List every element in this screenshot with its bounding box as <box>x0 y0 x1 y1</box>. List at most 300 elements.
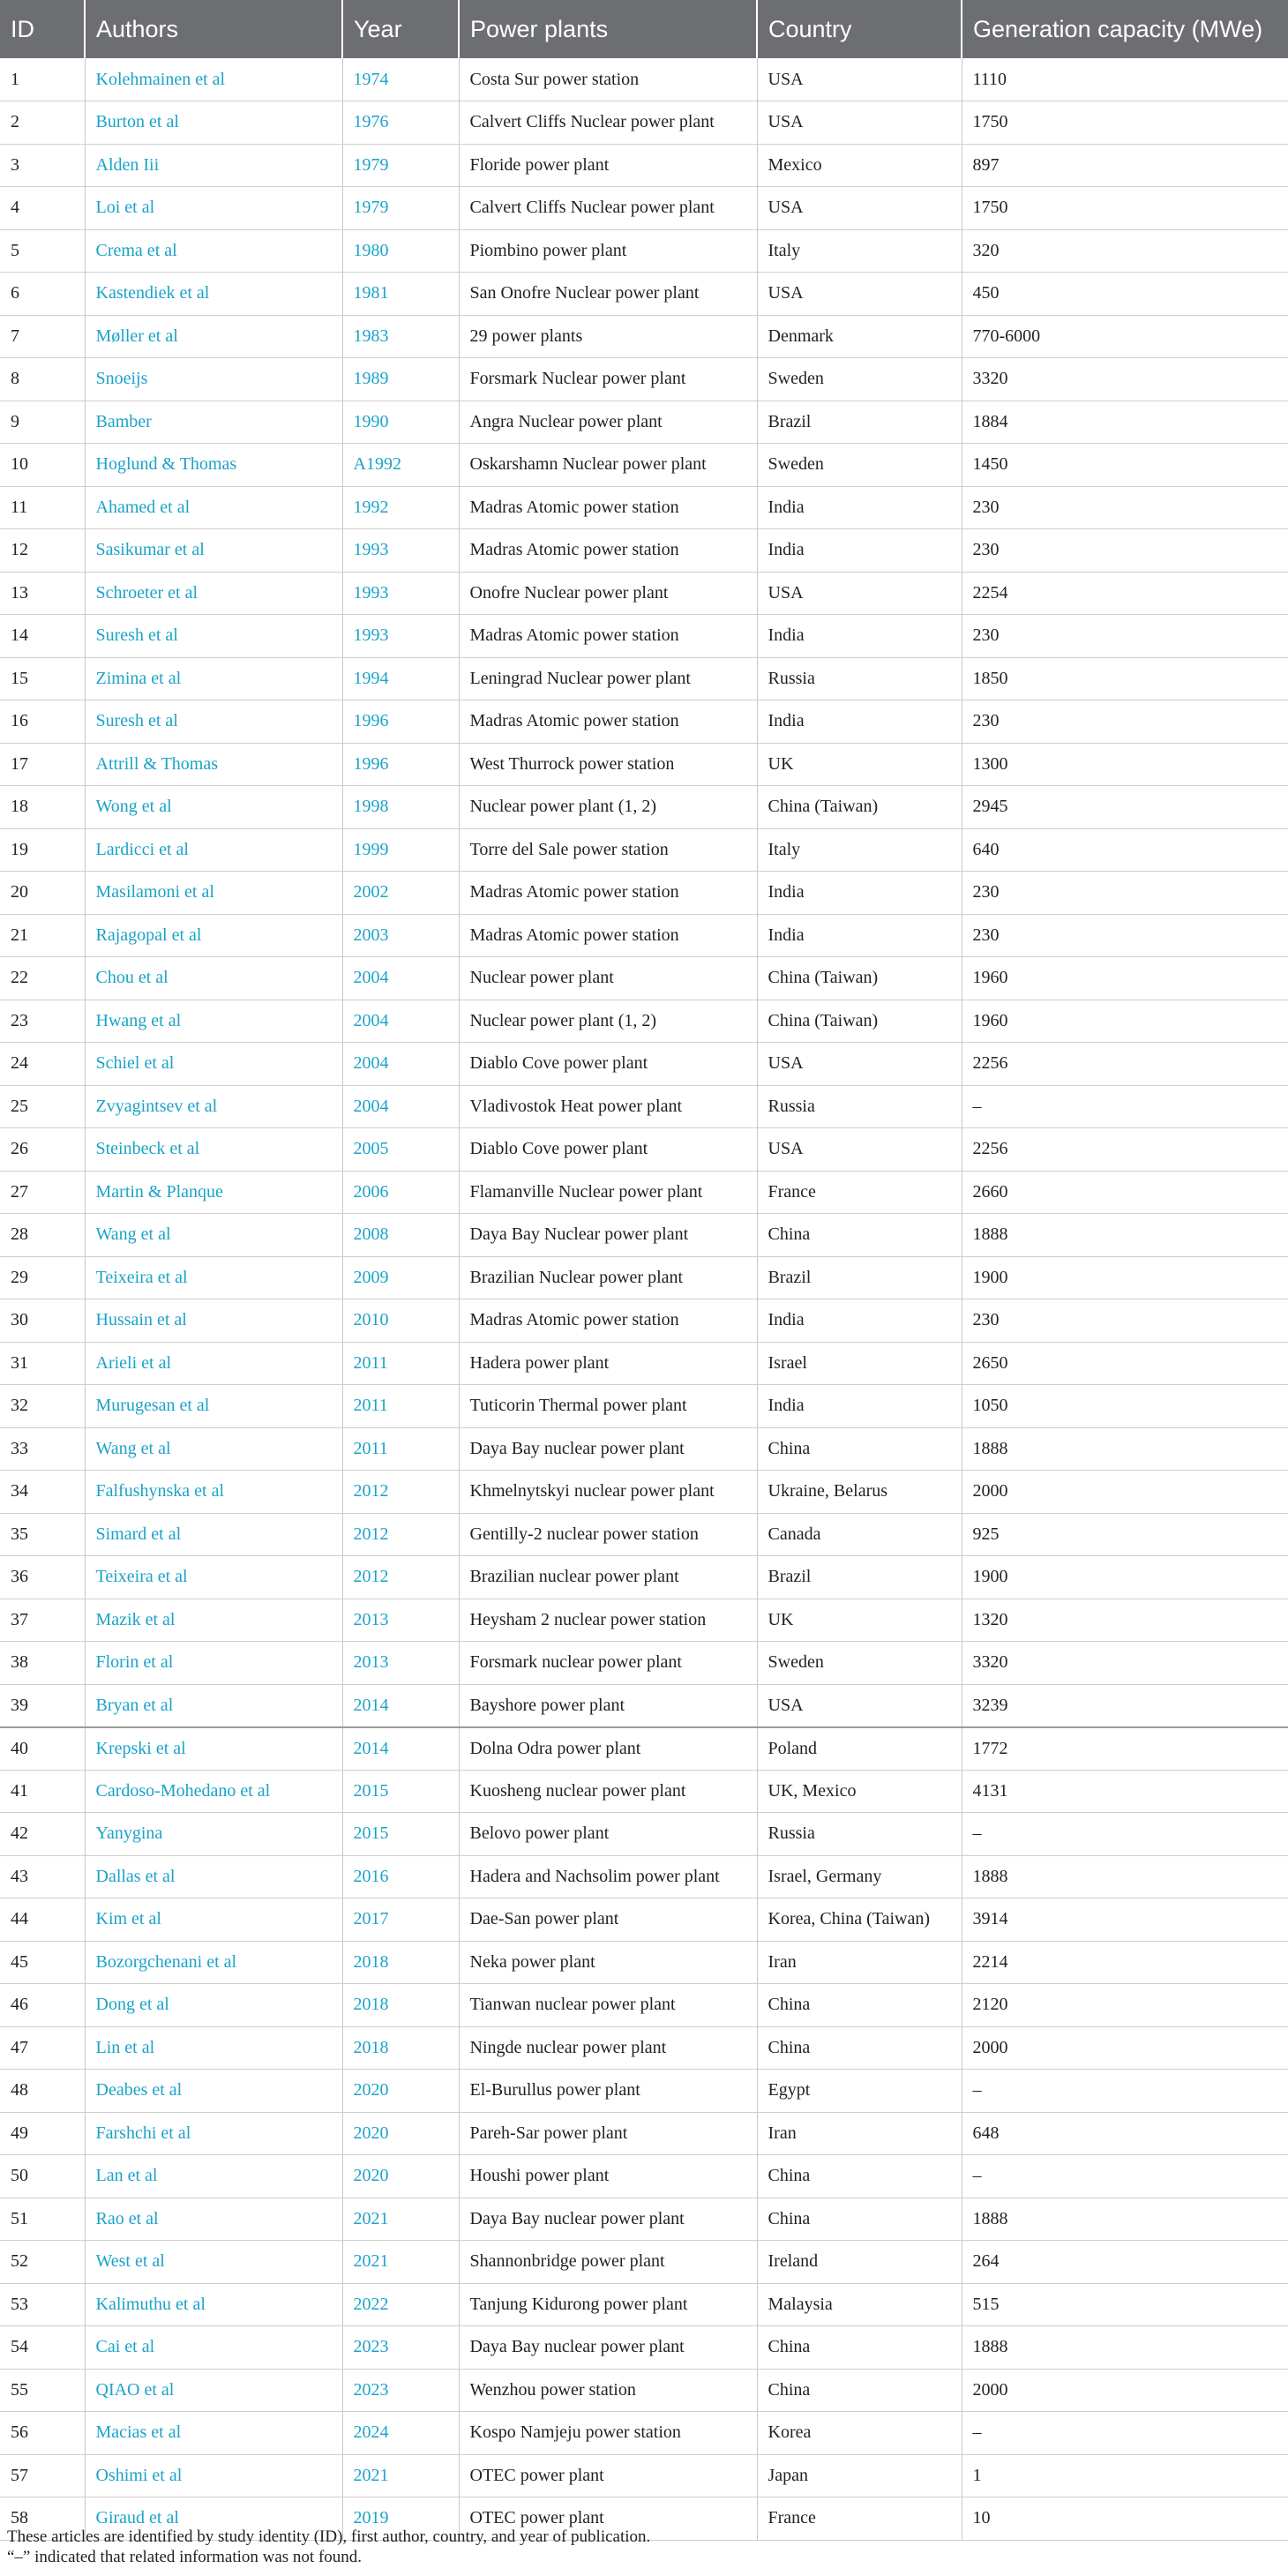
cell-id: 8 <box>0 358 85 401</box>
cell-country: Ireland <box>757 2241 962 2284</box>
table-row <box>0 1299 1288 1343</box>
table-row <box>0 2198 1288 2241</box>
footnote: These articles are identified by study identity (ID), first author, country, and year of publication. <box>7 2527 651 2546</box>
cell-power-plant: Tanjung Kidurong power plant <box>459 2283 757 2326</box>
table-row <box>0 828 1288 872</box>
cell-year[interactable]: 1996 <box>342 743 459 786</box>
cell-authors[interactable]: Alden Iii <box>85 144 342 187</box>
table-row <box>0 1471 1288 1514</box>
cell-power-plant: Gentilly-2 nuclear power station <box>459 1513 757 1556</box>
cell-authors[interactable]: Dallas et al <box>85 1855 342 1898</box>
table-row <box>0 486 1288 529</box>
cell-country: China (Taiwan) <box>757 957 962 1000</box>
cell-year[interactable]: 1983 <box>342 315 459 358</box>
cell-country: Brazil <box>757 401 962 444</box>
cell-authors[interactable]: West et al <box>85 2241 342 2284</box>
cell-year[interactable]: 2021 <box>342 2198 459 2241</box>
cell-country: China <box>757 2369 962 2412</box>
cell-authors[interactable]: Teixeira et al <box>85 1256 342 1299</box>
cell-id: 32 <box>0 1385 85 1428</box>
cell-id: 13 <box>0 572 85 615</box>
cell-id: 16 <box>0 700 85 744</box>
cell-power-plant: Bayshore power plant <box>459 1684 757 1727</box>
cell-capacity: – <box>962 2412 1288 2455</box>
cell-year[interactable]: 2003 <box>342 914 459 957</box>
cell-authors[interactable]: QIAO et al <box>85 2369 342 2412</box>
cell-year[interactable]: 2024 <box>342 2412 459 2455</box>
cell-authors[interactable]: Bozorgchenani et al <box>85 1941 342 1984</box>
cell-country: Poland <box>757 1727 962 1771</box>
cell-authors[interactable]: Teixeira et al <box>85 1556 342 1599</box>
cell-id: 39 <box>0 1684 85 1727</box>
table-row <box>0 1813 1288 1856</box>
cell-authors[interactable]: Rajagopal et al <box>85 914 342 957</box>
cell-year[interactable]: 2012 <box>342 1513 459 1556</box>
table-row <box>0 872 1288 915</box>
cell-power-plant: Angra Nuclear power plant <box>459 401 757 444</box>
cell-authors[interactable]: Giraud et al <box>85 2497 342 2541</box>
cell-country: India <box>757 1299 962 1343</box>
cell-capacity: 1050 <box>962 1385 1288 1428</box>
cell-year[interactable]: 2012 <box>342 1556 459 1599</box>
cell-authors[interactable]: Arieli et al <box>85 1342 342 1385</box>
cell-year[interactable]: 2020 <box>342 2155 459 2198</box>
cell-country: Brazil <box>757 1256 962 1299</box>
cell-country: USA <box>757 187 962 230</box>
cell-power-plant: Leningrad Nuclear power plant <box>459 657 757 700</box>
cell-id: 24 <box>0 1043 85 1086</box>
table-row <box>0 1043 1288 1086</box>
cell-power-plant: Wenzhou power station <box>459 2369 757 2412</box>
cell-capacity: 230 <box>962 1299 1288 1343</box>
cell-year[interactable]: 2009 <box>342 1256 459 1299</box>
cell-authors[interactable]: Bamber <box>85 401 342 444</box>
cell-year[interactable]: 1999 <box>342 828 459 872</box>
cell-id: 50 <box>0 2155 85 2198</box>
cell-capacity: 1 <box>962 2454 1288 2497</box>
table-row <box>0 2283 1288 2326</box>
cell-authors[interactable]: Cai et al <box>85 2326 342 2370</box>
cell-year[interactable]: 2016 <box>342 1855 459 1898</box>
cell-power-plant: Hadera and Nachsolim power plant <box>459 1855 757 1898</box>
cell-authors[interactable]: Simard et al <box>85 1513 342 1556</box>
table-header <box>0 0 1288 58</box>
cell-year[interactable]: 2019 <box>342 2497 459 2541</box>
cell-power-plant: San Onofre Nuclear power plant <box>459 273 757 316</box>
cell-capacity: 1450 <box>962 444 1288 487</box>
cell-year[interactable]: 1992 <box>342 486 459 529</box>
cell-authors[interactable]: Yanygina <box>85 1813 342 1856</box>
table-row <box>0 957 1288 1000</box>
cell-authors[interactable]: Rao et al <box>85 2198 342 2241</box>
table-row <box>0 2026 1288 2070</box>
cell-year[interactable]: 1990 <box>342 401 459 444</box>
cell-id: 48 <box>0 2070 85 2113</box>
cell-year[interactable]: 2011 <box>342 1385 459 1428</box>
cell-year[interactable]: 1998 <box>342 786 459 829</box>
table-row <box>0 529 1288 573</box>
cell-power-plant: Khmelnytskyi nuclear power plant <box>459 1471 757 1514</box>
cell-authors[interactable]: Schiel et al <box>85 1043 342 1086</box>
cell-authors[interactable]: Møller et al <box>85 315 342 358</box>
cell-authors[interactable]: Steinbeck et al <box>85 1128 342 1172</box>
cell-country: Canada <box>757 1513 962 1556</box>
table-row <box>0 1171 1288 1214</box>
cell-year[interactable]: 2018 <box>342 2026 459 2070</box>
cell-year[interactable]: A1992 <box>342 444 459 487</box>
cell-year[interactable]: 1979 <box>342 187 459 230</box>
table-row <box>0 401 1288 444</box>
cell-id: 25 <box>0 1085 85 1128</box>
cell-capacity: 925 <box>962 1513 1288 1556</box>
cell-power-plant: Brazilian Nuclear power plant <box>459 1256 757 1299</box>
cell-capacity: 2000 <box>962 2369 1288 2412</box>
table-row <box>0 572 1288 615</box>
cell-capacity: 230 <box>962 700 1288 744</box>
cell-authors[interactable]: Snoeijs <box>85 358 342 401</box>
cell-capacity: 1900 <box>962 1256 1288 1299</box>
cell-authors[interactable]: Mazik et al <box>85 1599 342 1642</box>
cell-id: 1 <box>0 58 85 101</box>
cell-power-plant: Tuticorin Thermal power plant <box>459 1385 757 1428</box>
cell-country: USA <box>757 1684 962 1727</box>
cell-capacity: 2254 <box>962 572 1288 615</box>
cell-power-plant: Madras Atomic power station <box>459 700 757 744</box>
cell-authors[interactable]: Murugesan et al <box>85 1385 342 1428</box>
cell-year[interactable]: 1974 <box>342 58 459 101</box>
cell-id: 35 <box>0 1513 85 1556</box>
cell-country: USA <box>757 1128 962 1172</box>
cell-capacity: 1320 <box>962 1599 1288 1642</box>
cell-year[interactable]: 2014 <box>342 1727 459 1771</box>
cell-id: 41 <box>0 1770 85 1813</box>
cell-capacity: 3320 <box>962 358 1288 401</box>
cell-country: USA <box>757 58 962 101</box>
cell-authors[interactable]: Bryan et al <box>85 1684 342 1727</box>
cell-year[interactable]: 2010 <box>342 1299 459 1343</box>
cell-capacity: 640 <box>962 828 1288 872</box>
cell-id: 56 <box>0 2412 85 2455</box>
table-row <box>0 1085 1288 1128</box>
cell-country: USA <box>757 273 962 316</box>
cell-year[interactable]: 2011 <box>342 1342 459 1385</box>
header-row <box>0 0 1288 58</box>
cell-power-plant: Piombino power plant <box>459 229 757 273</box>
cell-capacity: 4131 <box>962 1770 1288 1813</box>
cell-id: 31 <box>0 1342 85 1385</box>
cell-id: 33 <box>0 1427 85 1471</box>
table-row <box>0 786 1288 829</box>
cell-power-plant: Floride power plant <box>459 144 757 187</box>
cell-id: 6 <box>0 273 85 316</box>
cell-id: 17 <box>0 743 85 786</box>
cell-id: 14 <box>0 615 85 658</box>
cell-authors[interactable]: Dong et al <box>85 1984 342 2027</box>
cell-country: Russia <box>757 1813 962 1856</box>
cell-id: 54 <box>0 2326 85 2370</box>
cell-year[interactable]: 1976 <box>342 101 459 145</box>
cell-capacity: 1884 <box>962 401 1288 444</box>
cell-capacity: 230 <box>962 615 1288 658</box>
cell-power-plant: Daya Bay nuclear power plant <box>459 2198 757 2241</box>
cell-power-plant: Onofre Nuclear power plant <box>459 572 757 615</box>
cell-power-plant: Vladivostok Heat power plant <box>459 1085 757 1128</box>
cell-authors[interactable]: Florin et al <box>85 1642 342 1685</box>
cell-year[interactable]: 2005 <box>342 1128 459 1172</box>
table-row <box>0 2112 1288 2155</box>
cell-id: 19 <box>0 828 85 872</box>
cell-authors[interactable]: Kalimuthu et al <box>85 2283 342 2326</box>
cell-power-plant: Shannonbridge power plant <box>459 2241 757 2284</box>
table-row <box>0 1599 1288 1642</box>
table-row <box>0 1427 1288 1471</box>
cell-year[interactable]: 2004 <box>342 1000 459 1043</box>
cell-authors[interactable]: Schroeter et al <box>85 572 342 615</box>
table-row <box>0 2326 1288 2370</box>
cell-authors[interactable]: Kastendiek et al <box>85 273 342 316</box>
cell-year[interactable]: 1994 <box>342 657 459 700</box>
cell-power-plant: Madras Atomic power station <box>459 615 757 658</box>
cell-power-plant: Brazilian nuclear power plant <box>459 1556 757 1599</box>
cell-id: 9 <box>0 401 85 444</box>
cell-year[interactable]: 2020 <box>342 2112 459 2155</box>
cell-id: 44 <box>0 1898 85 1942</box>
cell-year[interactable]: 2002 <box>342 872 459 915</box>
cell-authors[interactable]: Attrill & Thomas <box>85 743 342 786</box>
cell-authors[interactable]: Hwang et al <box>85 1000 342 1043</box>
cell-year[interactable]: 2013 <box>342 1642 459 1685</box>
cell-year[interactable]: 2008 <box>342 1214 459 1257</box>
cell-authors[interactable]: Krepski et al <box>85 1727 342 1771</box>
cell-year[interactable]: 2021 <box>342 2454 459 2497</box>
table-row <box>0 2155 1288 2198</box>
cell-capacity: – <box>962 1085 1288 1128</box>
cell-capacity: 3320 <box>962 1642 1288 1685</box>
cell-country: USA <box>757 572 962 615</box>
cell-authors[interactable]: Burton et al <box>85 101 342 145</box>
cell-id: 51 <box>0 2198 85 2241</box>
cell-year[interactable]: 2022 <box>342 2283 459 2326</box>
cell-year[interactable]: 2020 <box>342 2070 459 2113</box>
cell-power-plant: Nuclear power plant (1, 2) <box>459 786 757 829</box>
cell-id: 40 <box>0 1727 85 1771</box>
table-row <box>0 358 1288 401</box>
cell-country: UK <box>757 1599 962 1642</box>
cell-power-plant: Dolna Odra power plant <box>459 1727 757 1771</box>
cell-year[interactable]: 2021 <box>342 2241 459 2284</box>
cell-year[interactable]: 2012 <box>342 1471 459 1514</box>
cell-power-plant: Tianwan nuclear power plant <box>459 1984 757 2027</box>
cell-id: 55 <box>0 2369 85 2412</box>
cell-authors[interactable]: Zvyagintsev et al <box>85 1085 342 1128</box>
cell-country: India <box>757 486 962 529</box>
table-row <box>0 2241 1288 2284</box>
cell-year[interactable]: 1996 <box>342 700 459 744</box>
cell-authors[interactable]: Deabes et al <box>85 2070 342 2113</box>
table-row <box>0 2412 1288 2455</box>
cell-authors[interactable]: Oshimi et al <box>85 2454 342 2497</box>
cell-power-plant: Costa Sur power station <box>459 58 757 101</box>
cell-id: 34 <box>0 1471 85 1514</box>
cell-year[interactable]: 2013 <box>342 1599 459 1642</box>
cell-power-plant: Daya Bay nuclear power plant <box>459 2326 757 2370</box>
cell-year[interactable]: 2014 <box>342 1684 459 1727</box>
cell-year[interactable]: 1989 <box>342 358 459 401</box>
cell-country: India <box>757 700 962 744</box>
cell-authors[interactable]: Farshchi et al <box>85 2112 342 2155</box>
cell-year[interactable]: 1980 <box>342 229 459 273</box>
cell-country: Italy <box>757 828 962 872</box>
footnote: “–” indicated that related information was not found. <box>7 2548 363 2566</box>
cell-capacity: 2650 <box>962 1342 1288 1385</box>
cell-capacity: 1960 <box>962 957 1288 1000</box>
cell-authors[interactable]: Kim et al <box>85 1898 342 1942</box>
cell-capacity: 1900 <box>962 1556 1288 1599</box>
cell-authors[interactable]: Kolehmainen et al <box>85 58 342 101</box>
cell-power-plant: Madras Atomic power station <box>459 486 757 529</box>
cell-authors[interactable]: Hussain et al <box>85 1299 342 1343</box>
cell-authors[interactable]: Masilamoni et al <box>85 872 342 915</box>
cell-authors[interactable]: Lin et al <box>85 2026 342 2070</box>
table-row <box>0 1385 1288 1428</box>
cell-year[interactable]: 1993 <box>342 615 459 658</box>
cell-country: Brazil <box>757 1556 962 1599</box>
cell-authors[interactable]: Crema et al <box>85 229 342 273</box>
cell-capacity: 1772 <box>962 1727 1288 1771</box>
cell-year[interactable]: 1981 <box>342 273 459 316</box>
cell-country: India <box>757 1385 962 1428</box>
cell-year[interactable]: 2004 <box>342 1043 459 1086</box>
cell-authors[interactable]: Hoglund & Thomas <box>85 444 342 487</box>
cell-power-plant: Hadera power plant <box>459 1342 757 1385</box>
cell-power-plant: Daya Bay nuclear power plant <box>459 1427 757 1471</box>
cell-authors[interactable]: Macias et al <box>85 2412 342 2455</box>
cell-id: 23 <box>0 1000 85 1043</box>
cell-power-plant: Dae-San power plant <box>459 1898 757 1942</box>
cell-power-plant: Kuosheng nuclear power plant <box>459 1770 757 1813</box>
cell-capacity: 2120 <box>962 1984 1288 2027</box>
cell-year[interactable]: 2017 <box>342 1898 459 1942</box>
cell-capacity: 3914 <box>962 1898 1288 1942</box>
cell-capacity: 230 <box>962 486 1288 529</box>
cell-authors[interactable]: Martin & Planque <box>85 1171 342 1214</box>
cell-power-plant: Kospo Namjeju power station <box>459 2412 757 2455</box>
cell-authors[interactable]: Loi et al <box>85 187 342 230</box>
cell-year[interactable]: 2015 <box>342 1813 459 1856</box>
cell-country: USA <box>757 1043 962 1086</box>
cell-authors[interactable]: Lardicci et al <box>85 828 342 872</box>
cell-country: China <box>757 1984 962 2027</box>
cell-id: 20 <box>0 872 85 915</box>
cell-year[interactable]: 2011 <box>342 1427 459 1471</box>
cell-year[interactable]: 2006 <box>342 1171 459 1214</box>
cell-authors[interactable]: Zimina et al <box>85 657 342 700</box>
cell-power-plant: Calvert Cliffs Nuclear power plant <box>459 101 757 145</box>
table-row <box>0 615 1288 658</box>
cell-country: Iran <box>757 1941 962 1984</box>
table-footnotes <box>7 2527 1277 2567</box>
cell-power-plant: Forsmark nuclear power plant <box>459 1642 757 1685</box>
cell-authors[interactable]: Wang et al <box>85 1427 342 1471</box>
table-row <box>0 700 1288 744</box>
cell-country: UK <box>757 743 962 786</box>
table-row <box>0 914 1288 957</box>
cell-year[interactable]: 2015 <box>342 1770 459 1813</box>
cell-year[interactable]: 2018 <box>342 1941 459 1984</box>
cell-id: 3 <box>0 144 85 187</box>
cell-id: 22 <box>0 957 85 1000</box>
table-row <box>0 743 1288 786</box>
cell-capacity: 2945 <box>962 786 1288 829</box>
cell-country: Italy <box>757 229 962 273</box>
cell-year[interactable]: 2023 <box>342 2326 459 2370</box>
table-row <box>0 2369 1288 2412</box>
cell-id: 26 <box>0 1128 85 1172</box>
cell-power-plant: Madras Atomic power station <box>459 914 757 957</box>
cell-id: 38 <box>0 1642 85 1685</box>
cell-capacity: 3239 <box>962 1684 1288 1727</box>
cell-power-plant: El-Burullus power plant <box>459 2070 757 2113</box>
cell-year[interactable]: 1979 <box>342 144 459 187</box>
cell-authors[interactable]: Lan et al <box>85 2155 342 2198</box>
cell-country: China <box>757 1214 962 1257</box>
cell-country: India <box>757 872 962 915</box>
cell-power-plant: West Thurrock power station <box>459 743 757 786</box>
cell-authors[interactable]: Cardoso-Mohedano et al <box>85 1770 342 1813</box>
cell-id: 21 <box>0 914 85 957</box>
table-row <box>0 273 1288 316</box>
cell-power-plant: Pareh-Sar power plant <box>459 2112 757 2155</box>
cell-year[interactable]: 1993 <box>342 529 459 573</box>
table-row <box>0 1642 1288 1685</box>
cell-capacity: 2000 <box>962 2026 1288 2070</box>
cell-capacity: 1888 <box>962 1427 1288 1471</box>
cell-authors[interactable]: Suresh et al <box>85 700 342 744</box>
table-body <box>0 58 1288 2540</box>
cell-authors[interactable]: Wong et al <box>85 786 342 829</box>
cell-year[interactable]: 2004 <box>342 1085 459 1128</box>
cell-country: Russia <box>757 657 962 700</box>
cell-capacity: 230 <box>962 529 1288 573</box>
cell-year[interactable]: 2018 <box>342 1984 459 2027</box>
table-row <box>0 1770 1288 1813</box>
cell-year[interactable]: 2023 <box>342 2369 459 2412</box>
cell-capacity: 1888 <box>962 2198 1288 2241</box>
cell-id: 27 <box>0 1171 85 1214</box>
cell-country: Israel <box>757 1342 962 1385</box>
cell-year[interactable]: 1993 <box>342 572 459 615</box>
cell-power-plant: Madras Atomic power station <box>459 529 757 573</box>
cell-id: 52 <box>0 2241 85 2284</box>
cell-id: 12 <box>0 529 85 573</box>
cell-capacity: 1750 <box>962 187 1288 230</box>
cell-authors[interactable]: Wang et al <box>85 1214 342 1257</box>
cell-capacity: – <box>962 2155 1288 2198</box>
cell-authors[interactable]: Suresh et al <box>85 615 342 658</box>
table-row <box>0 1898 1288 1942</box>
cell-authors[interactable]: Chou et al <box>85 957 342 1000</box>
cell-authors[interactable]: Ahamed et al <box>85 486 342 529</box>
cell-id: 18 <box>0 786 85 829</box>
cell-authors[interactable]: Sasikumar et al <box>85 529 342 573</box>
table-row <box>0 187 1288 230</box>
cell-authors[interactable]: Falfushynska et al <box>85 1471 342 1514</box>
cell-year[interactable]: 2004 <box>342 957 459 1000</box>
cell-id: 4 <box>0 187 85 230</box>
table-row <box>0 315 1288 358</box>
cell-country: Egypt <box>757 2070 962 2113</box>
cell-id: 7 <box>0 315 85 358</box>
